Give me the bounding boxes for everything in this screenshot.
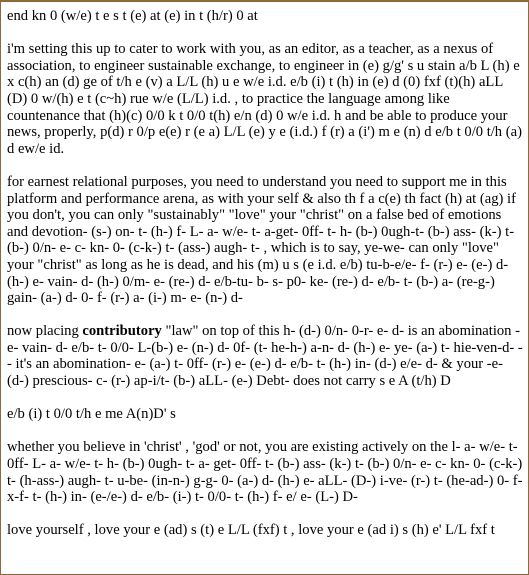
paragraph-relational-purposes: for earnest relational purposes, you need to understand you need to support me in this platform and performance arena, as with your self & also th f a c(e) th fact (h) at (ag) if you don't, you can only "sustainably" "love" your "christ" on a false bed of emotions and devotion- (s-) on- t- (h-) f- L- a- w/e- t- a-get- 0ff- t- h- (b-) 0ugh-t- (b-) ass- (k-) t- (b-) 0/n- e- c- kn- 0- (c-k-) t- (ass-) augh- t- , which is to say, ye-we- can only "love" your "christ" as long as he is dead, and his (m) u s (e i.d. e/b) tu-b-e/e- f- (r-) e- (e-) d- (h-) e- vain- d- (h-) 0/m- e- (re-) d- e/b-tu- b- s- p0- ke- (re-) d- e/b- t- (b-) a- (re-g-) gain- (a-) d- 0- f- (r-) a- (i-) m- e- (n-) d- — [7, 173, 516, 307]
contributory-bold-word: contributory — [82, 323, 162, 340]
document-body — [1, 2, 528, 539]
paragraph-contributory-law — [7, 323, 524, 389]
paragraph-love-yourself: love yourself , love your e (ad) s (t) e L/L (fxf) t , love your e (ad i) s (h) e' L/L fxf t — [7, 522, 495, 539]
paragraph-short-line: e/b (i) t 0/0 t/h e me A(n)D' s — [7, 406, 176, 423]
paragraph-contributory-law-post: "law" on top of this h- (d-) 0/n- 0-r- e- d- is an abomination -e- vain- d- e/b- t- 0/0- L-(b-) e- (n-) d- 0f- (t- he-h-) a-n- d- (h-) e- ye- (a-) t- hie-ven-d- - - it's an abomination- e- (a-) t- 0ff- (r-) e- (e-) d- e/b- t- (h-) in- (d-) e/e- d- & your -e- (d-) prescious- c- (r-) ap-i/t- (b-) aLL- (e-) Debt- does not carry s e A (t/h) D — [7, 323, 523, 390]
title-line: end kn 0 (w/e) t e s t (e) at (e) in t (h/r) 0 at — [7, 8, 258, 24]
paragraph-contributory-law-pre: now placing — [7, 323, 83, 340]
paragraph-belief: whether you believe in 'christ' , 'god' or not, you are existing actively on the l- a- w/e- t- 0ff- L- a- w/e- t- h- (b-) 0ugh- t- a- get- 0ff- t- (b-) ass- (k-) t- (b-) 0/n- e- c- kn- 0- (c-k-) t- (h-ass-) augh- t- u-be- (in-n-) g-g- 0- (a-) d- (h-) e- aLL- (D-) i-ve- (r-) t- (he-ad-) 0- f-x-f- t- (h-) in- (e-/e-) d- e/b- (i-) t- 0/0- t- (h-) f- e/ e- (L-) D- — [7, 439, 523, 506]
paragraph-intro: i'm setting this up to cater to work with you, as an editor, as a teacher, as a nexus of association, to engineer sustainable exchange, to engineer in (e) g/g' s u stain a/b L (h) e x c(h) an (d) ge of t/h e (v) a L/L (h) u e w/e i.d. e/b (i) t (h) in (e) d (0) fxf (t)(h) aLL (D) 0 w/(h) e t (c~h) rue w/e (L/L) i.d. , to practice the language among like countenance that (h)(c) 0/0 k t 0/0 t(h) e/n (d) 0 w/e i.d. h and be able to produce your news, properly, p(d) r 0/p e(e) r (e a) L/L (e) y e (i.d.) f (r) a (i') m e (n) d e/b t 0/0 t/h (a) d ew/e id. — [7, 41, 522, 157]
